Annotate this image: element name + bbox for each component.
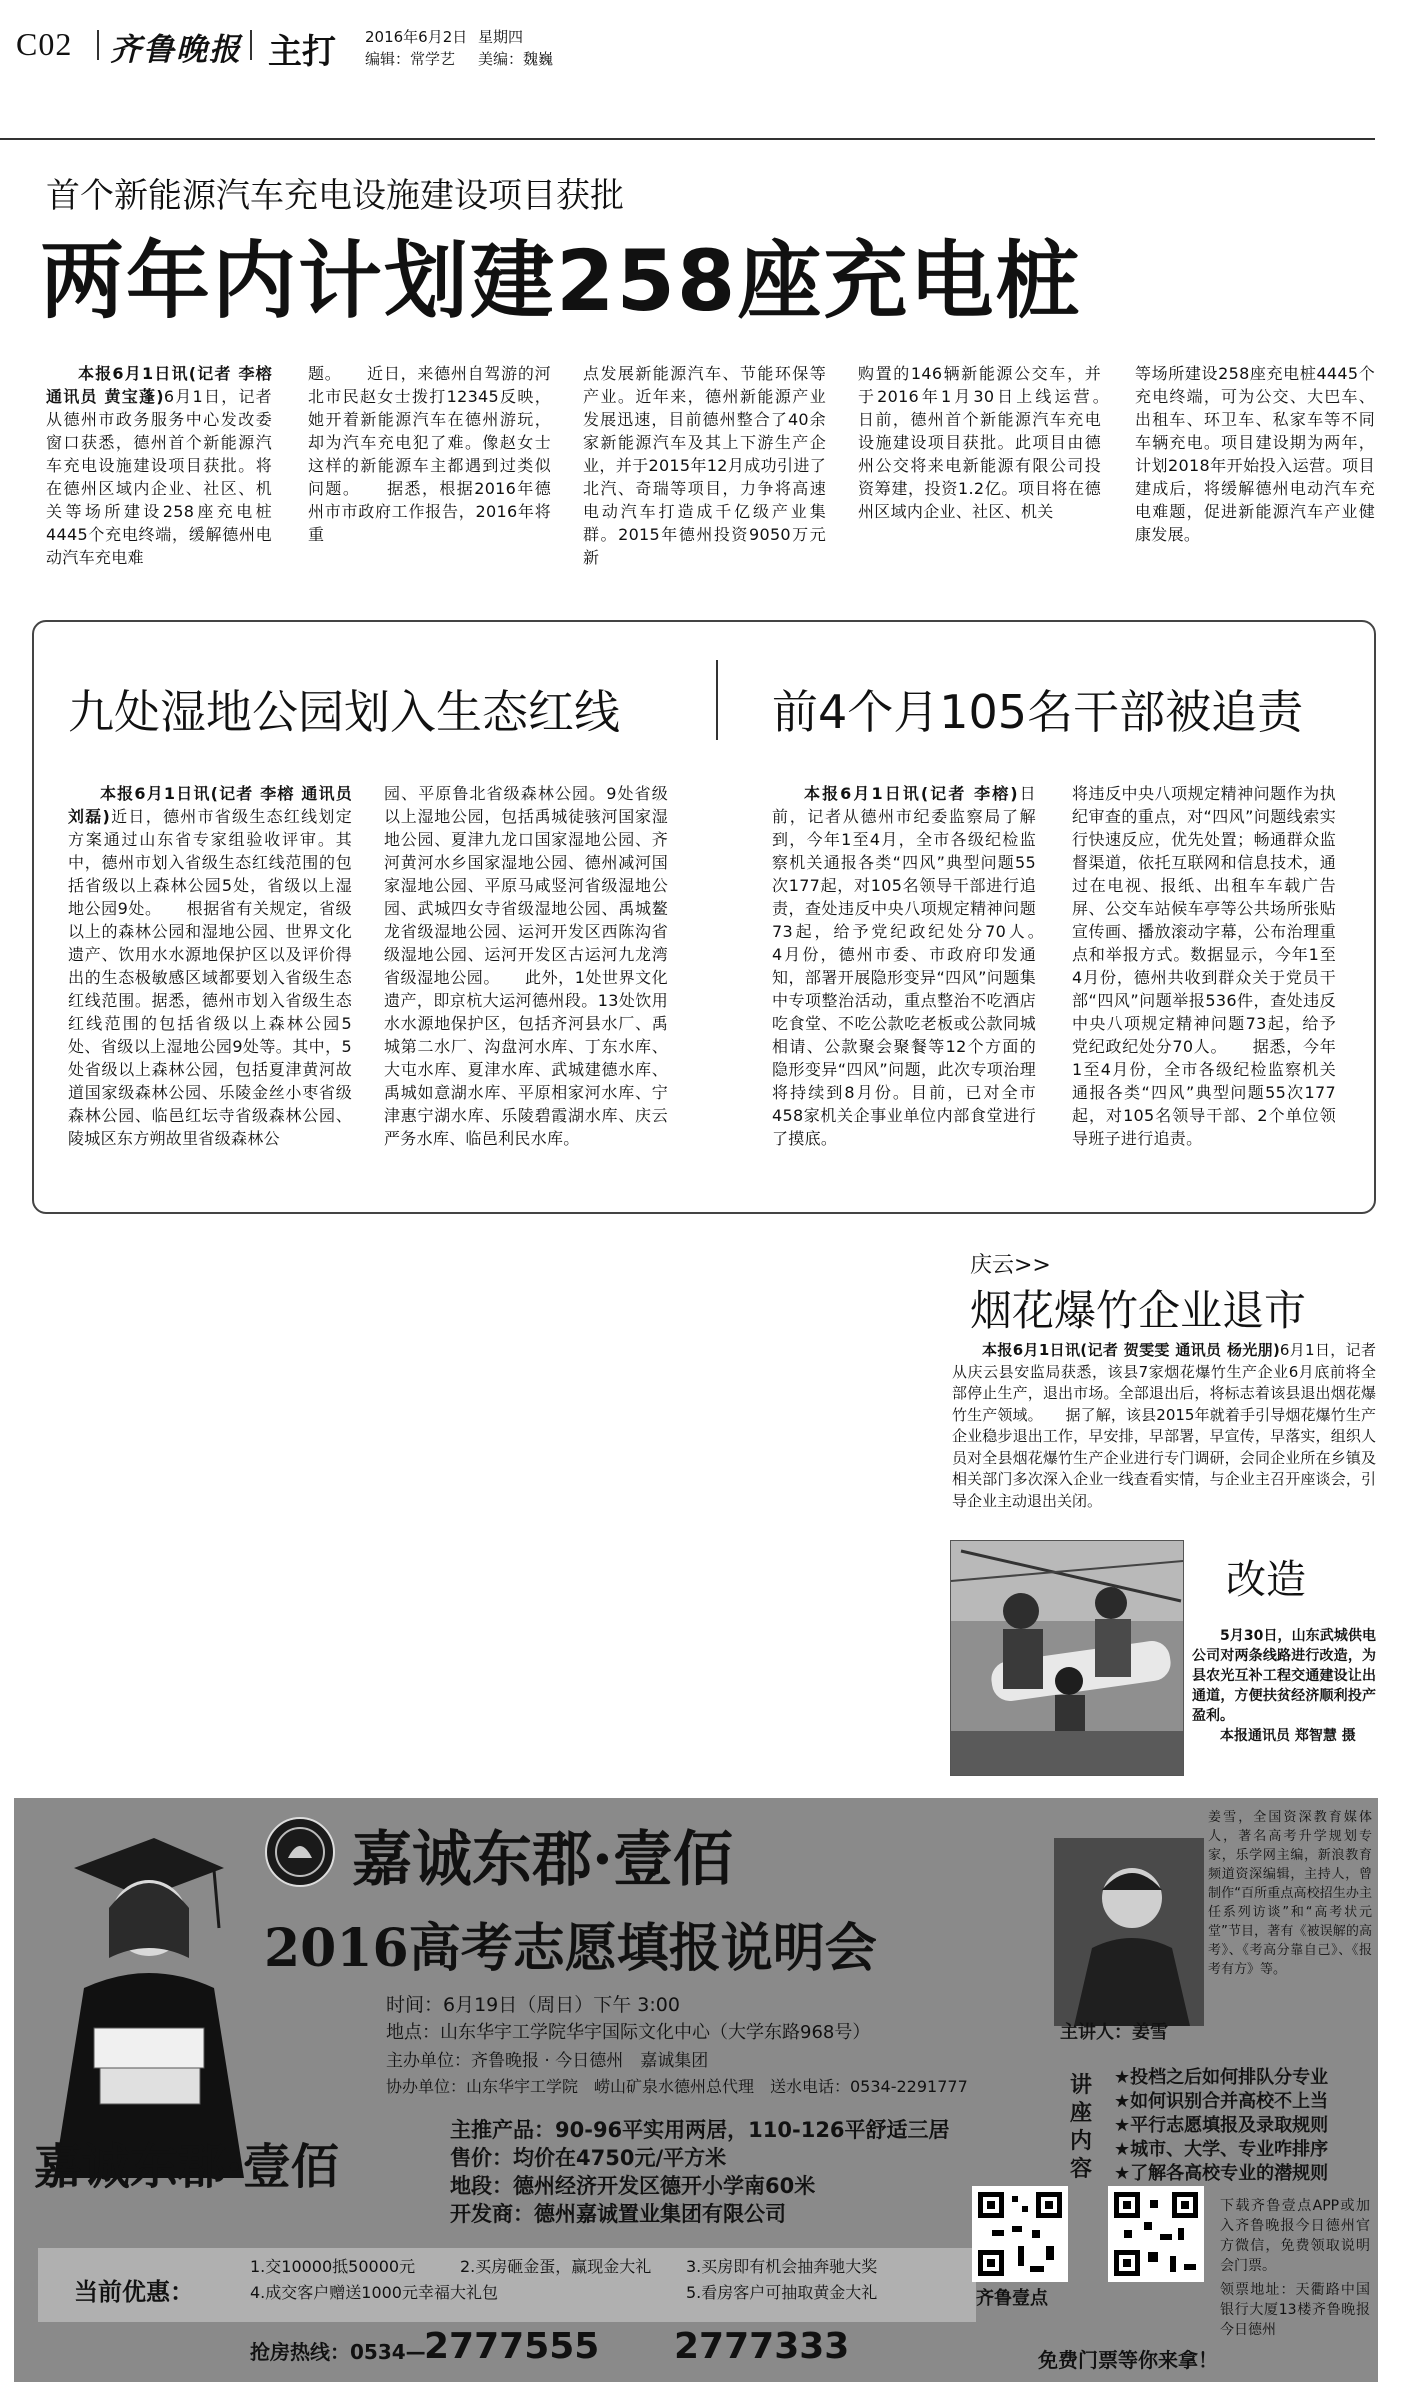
offers-middle — [460, 2254, 651, 2280]
ad-co-host: 协办单位：山东华宇工学院 崂山矿泉水德州总代理 送水电话：0534-2291777 — [386, 2077, 968, 2096]
lead-col-4 — [858, 362, 1134, 523]
lead-col-1-text: 6月1日，记者从德州市政务服务中心发改委窗口获悉，德州首个新能源汽车充电设施建设项目获批。将在德州区域内企业、社区、机关等场所建设258座充电桩4445个充电终端，缓解德州电动汽车充电难 — [46, 387, 272, 567]
ad-title: 2016高考志愿填报说明会 — [264, 1918, 877, 1979]
hotline-number-1: 2777555 — [424, 2326, 600, 2367]
offers-right — [686, 2254, 877, 2306]
lead-kicker: 首个新能源汽车充电设施建设项目获批 — [46, 176, 624, 216]
graduate-illustration — [14, 1798, 264, 2178]
issue-weekday: 星期四 — [478, 28, 524, 46]
masthead-logo: 齐鲁晚报 — [110, 32, 242, 68]
lead-col-5 — [1135, 362, 1375, 546]
property-price: 售价：均价在4750元/平方米 — [450, 2146, 727, 2170]
ad-time: 时间：6月19日（周日）下午 3:00 — [386, 1994, 680, 2016]
speaker-label: 主讲人：姜雪 — [1060, 2022, 1168, 2043]
app-logo: 齐鲁壹点 — [976, 2288, 1048, 2309]
lead-col-3-text: 点发展新能源汽车、节能环保等产业。近年来，德州新能源产业发展迅速，目前德州整合了40余家新能源汽车及其上下游生产企业，并于2015年12月成功引进了北汽、奇瑞等项目，力争将高速电动汽车打造成千亿级产业集群。2015年德州投资9050万元新 — [583, 364, 826, 567]
lecture-topic: ★如何识别合并高校不上当 — [1114, 2091, 1329, 2112]
lecture-topic: ★投档之后如何排队分专业 — [1114, 2067, 1329, 2088]
property-location: 地段：德州经济开发区德开小学南60米 — [450, 2174, 816, 2198]
qr-code-icon — [1108, 2186, 1204, 2282]
page-header — [0, 0, 1413, 90]
property-details — [450, 2116, 950, 2228]
offer-item: 2.买房砸金蛋，赢现金大礼 — [460, 2257, 652, 2276]
offer-item: 4.成交客户赠送1000元幸福大礼包 — [250, 2283, 498, 2302]
lecture-topic: ★平行志愿填报及录取规则 — [1114, 2115, 1329, 2136]
lecture-label: 讲座内容 — [1070, 2073, 1093, 2182]
cadres-byline: 本报6月1日讯(记者 李榕) — [804, 784, 1018, 803]
wetland-col-1 — [68, 782, 352, 1150]
lead-byline: 本报6月1日讯(记者 李榕 通讯员 黄宝蓬) — [46, 364, 272, 406]
lecture-topics — [1114, 2066, 1328, 2186]
offer-item: 3.买房即有机会抽奔驰大奖 — [686, 2257, 878, 2276]
editor-credit: 编辑：常学艺 — [365, 50, 456, 68]
page-code: C02 — [16, 26, 73, 62]
property-product: 主推产品：90-96平实用两居，110-126平舒适三居 — [450, 2118, 950, 2142]
photo-credit: 本报通讯员 郑智慧 摄 — [1220, 1728, 1356, 1744]
lead-col-2-text: 题。 近日，来德州自驾游的河北市民赵女士拨打12345反映，她开着新能源汽车在德州游玩，却为汽车充电犯了难。像赵女士这样的新能源车主都遇到过类似问题。 据悉，根据2016年德州市市政府工作报告，2016年将重 — [308, 364, 551, 544]
lead-col-1 — [46, 362, 272, 569]
offer-item: 1.交10000抵50000元 — [250, 2257, 416, 2276]
hotline-label: 抢房热线：0534— — [250, 2340, 426, 2364]
offers-label: 当前优惠： — [74, 2278, 194, 2306]
speaker-photo — [1054, 1838, 1204, 2026]
wetland-col-2-text: 园、平原鲁北省级森林公园。9处省级以上湿地公园，包括禹城徒骇河国家湿地公园、夏津九龙口国家湿地公园、齐河黄河水乡国家湿地公园、德州减河国家湿地公园、平原马咸竖河省级湿地公园、武城四女寺省级湿地公园、禹城鳌龙省级湿地公园、运河开发区西陈沟省级湿地公园、运河开发区古运河九龙湾省级湿地公园。 此外，1处世界文化遗产，即京杭大运河德州段。13处饮用水水源地保护区，包括齐河县水厂、禹城第二水厂、沟盘河水库、丁东水库、大屯水库、夏津水库、武城建德水库、禹城如意湖水库、平原相家河水库、宁津惠宁湖水库、乐陵碧霞湖水库、庆云严务水库、临邑利民水库。 — [384, 784, 668, 1148]
property-developer: 开发商：德州嘉诚置业集团有限公司 — [450, 2202, 786, 2226]
wetland-col-1-text: 近日，德州市省级生态红线划定方案通过山东省专家组验收评审。其中，德州市划入省级生态红线范围的包括省级以上森林公园5处，省级以上湿地公园9处。 根据省有关规定，省级以上的森林公园和湿地公园、世界文化遗产、饮用水水源地保护区以及评价得出的生态极敏感区域都要划入省级生态红线范围。据悉，德州市划入省级生态红线范围的包括省级以上森林公园5处、省级以上湿地公园9处等。其中，5处省级以上森林公园，包括夏津黄河故道国家级森林公园、乐陵金丝小枣省级森林公园、临邑红坛寺省级森林公园、陵城区东方朔故里省级森林公 — [68, 807, 353, 1148]
photo-caption: 5月30日，山东武城供电公司对两条线路进行改造，为县农光互补工程交通建设让出通道，方便扶贫经济顺利投产盈利。 — [1192, 1628, 1376, 1724]
advertisement — [14, 1798, 1378, 2382]
lead-headline: 两年内计划建258座充电桩 — [40, 232, 1082, 330]
cadres-col-1 — [772, 782, 1069, 1150]
news-photo — [950, 1540, 1184, 1776]
ad-host: 主办单位：齐鲁晚报 · 今日德州 嘉诚集团 — [386, 2051, 709, 2071]
designer-credit: 美编：魏巍 — [478, 50, 554, 68]
offer-item: 5.看房客户可抽取黄金大礼 — [686, 2283, 878, 2302]
ad-place: 地点：山东华宇工学院华宇国际文化中心（大学东路968号） — [386, 2022, 871, 2043]
lead-col-4-text: 购置的146辆新能源公交车，并于2016年1月30日上线运营。 日前，德州首个新能源汽车充电设施建设项目获批。此项目由德州公交将来电新能源有限公司投资筹建，投资1.2亿。项目将在德州区域内企业、社区、机关 — [858, 364, 1134, 521]
fireworks-headline: 烟花爆竹企业退市 — [970, 1286, 1307, 1335]
news-box-divider — [716, 660, 718, 740]
qr-code-icon — [972, 2186, 1068, 2282]
wetland-byline: 本报6月1日讯(记者 李榕 通讯员 刘磊) — [68, 784, 352, 826]
ticket-address: 领票地址：天衢路中国银行大厦13楼齐鲁晚报今日德州 — [1220, 2282, 1370, 2338]
cadres-headline: 前4个月105名干部被追责 — [772, 685, 1304, 739]
ad-brand: 嘉诚东郡·壹佰 — [352, 1825, 733, 1895]
fireworks-kicker: 庆云>> — [970, 1253, 1051, 1278]
fireworks-text: 6月1日，记者从庆云县安监局获悉，该县7家烟花爆竹生产企业6月底前将全部停止生产，退出市场。全部退出后，将标志着该县退出烟花爆竹生产领域。 据了解，该县2015年就着手引导烟花爆竹生产企业稳步退出工作，早安排，早部署，早宣传，早落实，组织人员对全县烟花爆竹生产企业进行专门调研，会同企业所在乡镇及相关部门多次深入企业一线查看实情，与企业主召开座谈会，引导企业主动退出关闭。 — [952, 1341, 1376, 1510]
ad-brand-secondary: 嘉诚东郡·壹佰 — [34, 2139, 339, 2195]
photo-title: 改造 — [1226, 1557, 1306, 1603]
cadres-col-2 — [1072, 782, 1336, 1150]
lecture-topic: ★了解各高校专业的潜规则 — [1114, 2163, 1329, 2184]
photo-caption-box — [1192, 1626, 1376, 1746]
lead-col-3 — [583, 362, 826, 569]
issue-date: 2016年6月2日 — [365, 28, 468, 46]
free-ticket-banner: 免费门票等你来拿！ — [1038, 2348, 1218, 2372]
lead-col-5-text: 等场所建设258座充电桩4445个充电终端，可为公交、大巴车、出租车、环卫车、私家车等不同车辆充电。项目建设期为两年，计划2018年开始投入运营。项目建成后，将缓解德州电动汽车充电难题，促进新能源汽车产业健康发展。 — [1135, 364, 1375, 544]
wetland-headline: 九处湿地公园划入生态红线 — [68, 685, 620, 739]
fireworks-body — [952, 1340, 1376, 1512]
lecture-topic: ★城市、大学、专业咋排序 — [1114, 2139, 1329, 2160]
section-title: 主打 — [268, 32, 336, 72]
app-download-text: 下载齐鲁壹点APP或加入齐鲁晚报今日德州官方微信，免费领取说明会门票。 — [1220, 2198, 1370, 2274]
worker-photo-illustration — [951, 1541, 1183, 1775]
cadres-col-1-text: 日前，记者从德州市纪委监察局了解到，今年1至4月，全市各级纪检监察机关通报各类“四风”典型问题55次177起，对105名领导干部进行追责，查处违反中央八项规定精神问题73起，给予党纪政纪处分70人。 4月份，德州市委、市政府印发通知，部署开展隐形变异“四风”问题集中专项整治活动，重点整治不吃酒店吃食堂、不吃公款吃老板或公款同城相请、公款聚会聚餐等12个方面的隐形变异“四风”问题，此次专项治理将持续到8月份。目前，已对全市458家机关企事业单位内部食堂进行了摸底。 — [772, 784, 1069, 1148]
lead-col-2 — [308, 362, 551, 546]
header-rule — [0, 138, 1375, 140]
fireworks-byline: 本报6月1日讯(记者 贺雯雯 通讯员 杨光朋) — [982, 1341, 1280, 1359]
speaker-bio: 姜雪，全国资深教育媒体人，著名高考升学规划专家，乐学网主编，新浪教育频道资深编辑，主持人，曾制作“百所重点高校招生办主任系列访谈”和“高考状元堂”节目，著有《被误解的高考》、《考高分靠自己》、《报考有方》等。 — [1208, 1810, 1372, 1977]
brand-emblem-icon — [264, 1816, 336, 1888]
wetland-col-2 — [384, 782, 668, 1150]
hotline-number-2: 2777333 — [674, 2326, 850, 2367]
cadres-col-2-text: 将违反中央八项规定精神问题作为执纪审查的重点，对“四风”问题线索实行快速反应，优先处置；畅通群众监督渠道，依托互联网和信息技术，通过在电视、报纸、出租车车载广告屏、公交车站候车亭等公共场所张贴宣传画、播放滚动字幕，公布治理重点和举报方式。数据显示，今年1至4月份，德州共收到群众关于党员干部“四风”问题举报536件，查处违反中央八项规定精神问题73起，给予党纪政纪处分70人。 据悉，今年1至4月份，全市各级纪检监察机关通报各类“四风”典型问题55次177起，对105名领导干部、2个单位领导班子进行追责。 — [1072, 784, 1336, 1148]
